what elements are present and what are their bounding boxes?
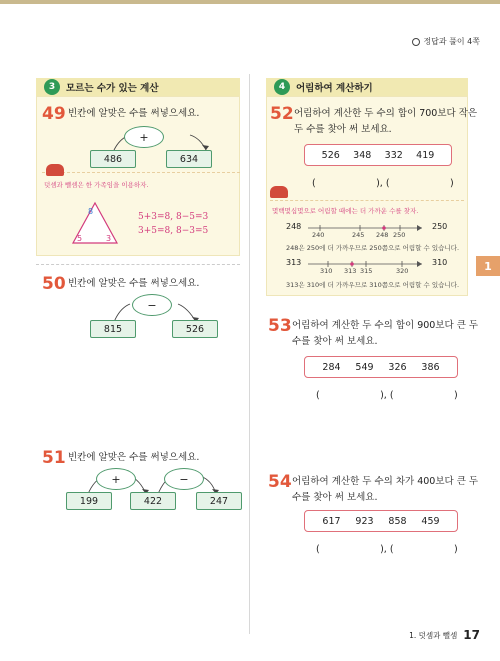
hint-divider-2	[270, 200, 464, 201]
q49-operator-oval[interactable]	[124, 126, 164, 148]
section-4-header	[266, 78, 468, 96]
question-53-line-1: 어림하여 계산한 두 수의 합이 900보다 큰 두	[292, 320, 479, 331]
hint-divider	[42, 172, 240, 173]
q53-answer-blank[interactable]: ( ), ( )	[316, 390, 458, 401]
q54-number-4: 459	[421, 515, 440, 527]
q50-right-box[interactable]	[172, 320, 218, 338]
q54-answer-blank[interactable]: ( ), ( )	[316, 544, 458, 555]
q54-number-3: 858	[388, 515, 407, 527]
q50-left-box	[90, 320, 136, 338]
q52-number-3: 332	[384, 149, 403, 161]
q50-left-value: 815	[103, 323, 123, 335]
q51-box-c[interactable]	[196, 492, 242, 510]
nl2-note: 313은 310에 더 가까우므로 310쯤으로 어림할 수 있습니다.	[286, 281, 460, 289]
question-54-line-1: 어림하여 계산한 두 수의 차가 400보다 큰 두	[292, 476, 479, 487]
section-4-number: 4	[274, 79, 290, 95]
question-50-text: 빈칸에 알맞은 수를 써넣으세요.	[68, 278, 200, 289]
page-footer	[409, 628, 480, 642]
nl1-tick-2: 245	[352, 231, 365, 239]
q51-operator-1: +	[111, 472, 121, 486]
triangle-left-number: 5	[77, 234, 83, 243]
question-50-number: 50	[42, 274, 66, 294]
family-equation-1: 5+3=8, 8−5=3	[138, 212, 209, 222]
q51-box-b[interactable]	[130, 492, 176, 510]
q51-operator-2-oval[interactable]	[164, 468, 204, 490]
section-3-number: 3	[44, 79, 60, 95]
q51-value-c: 247	[209, 495, 229, 507]
question-53-number: 53	[268, 316, 292, 336]
top-border	[0, 0, 500, 4]
q52-number-1: 526	[321, 149, 340, 161]
q54-number-box	[304, 510, 458, 532]
q49-hint: 덧셈과 뺄셈은 한 가족임을 이용하자.	[44, 181, 149, 189]
column-divider	[249, 74, 250, 634]
nl1-note: 248은 250에 더 가까우므로 250쯤으로 어림할 수 있습니다.	[286, 244, 460, 252]
character-icon	[46, 164, 64, 176]
question-52-line-1: 어림하여 계산한 두 수의 합이 700보다 작은	[294, 108, 478, 119]
question-51-number: 51	[42, 448, 66, 468]
q49-left-value: 486	[103, 153, 123, 165]
nl2-end: 310	[432, 258, 448, 267]
question-54-line-2: 수를 찾아 써 보세요.	[292, 492, 378, 503]
family-equation-2: 3+5=8, 8−3=5	[138, 226, 209, 236]
question-54-number: 54	[268, 472, 292, 492]
section-3-header	[36, 78, 240, 96]
q53-number-box	[304, 356, 458, 378]
footer-chapter: 1. 덧셈과 뺄셈	[409, 630, 458, 640]
chapter-side-tab: 1	[476, 256, 500, 276]
question-52-number: 52	[270, 104, 294, 124]
question-53-line-2: 수를 찾아 써 보세요.	[292, 336, 378, 347]
q54-number-2: 923	[355, 515, 374, 527]
q51-operator-1-oval[interactable]	[96, 468, 136, 490]
nl1-tick-3: 248	[376, 231, 389, 239]
q54-number-1: 617	[322, 515, 341, 527]
nl1-tick-4: 250	[393, 231, 406, 239]
q50-operator: −	[147, 298, 157, 312]
question-51-text: 빈칸에 알맞은 수를 써넣으세요.	[68, 452, 200, 463]
answer-reference-text: 정답과 풀이 4쪽	[423, 37, 480, 46]
q52-number-box	[304, 144, 452, 166]
page-number: 17	[463, 628, 480, 642]
question-52-line-2: 두 수를 찾아 써 보세요.	[294, 124, 392, 135]
nl2-tick-1: 310	[320, 267, 333, 275]
question-49-text: 빈칸에 알맞은 수를 써넣으세요.	[68, 108, 200, 119]
nl2-tick-3: 315	[360, 267, 373, 275]
q49-divider	[36, 264, 240, 265]
q53-number-1: 284	[322, 361, 341, 373]
q51-value-a: 199	[79, 495, 99, 507]
q52-answer-blank[interactable]: ( ), ( )	[312, 178, 454, 189]
answer-reference	[412, 36, 480, 47]
question-49-number: 49	[42, 104, 66, 124]
q49-right-box[interactable]	[166, 150, 212, 168]
q51-operator-2: −	[179, 472, 189, 486]
q53-number-4: 386	[421, 361, 440, 373]
q51-box-a	[66, 492, 112, 510]
q52-number-4: 419	[416, 149, 435, 161]
circle-icon	[412, 38, 420, 46]
nl1-start: 248	[286, 222, 302, 231]
q52-hint: 몇백몇십몇으로 어림할 때에는 더 가까운 수를 찾자.	[272, 207, 419, 215]
section-4-title: 어림하여 계산하기	[296, 83, 373, 94]
section-3-title: 모르는 수가 있는 계산	[66, 83, 159, 94]
nl1-tick-1: 240	[312, 231, 325, 239]
q49-left-box	[90, 150, 136, 168]
character-icon-2	[270, 186, 288, 198]
nl2-tick-4: 320	[396, 267, 409, 275]
q53-number-2: 549	[355, 361, 374, 373]
q50-right-value: 526	[185, 323, 205, 335]
nl2-start: 313	[286, 258, 302, 267]
q51-value-b: 422	[143, 495, 163, 507]
nl2-tick-2: 313	[344, 267, 357, 275]
q52-number-2: 348	[353, 149, 372, 161]
q50-operator-oval[interactable]	[132, 294, 172, 316]
triangle-top-number: 8	[88, 207, 94, 216]
q49-right-value: 634	[179, 153, 199, 165]
q49-operator: +	[139, 130, 149, 144]
triangle-right-number: 3	[106, 234, 112, 243]
q53-number-3: 326	[388, 361, 407, 373]
nl1-end: 250	[432, 222, 448, 231]
